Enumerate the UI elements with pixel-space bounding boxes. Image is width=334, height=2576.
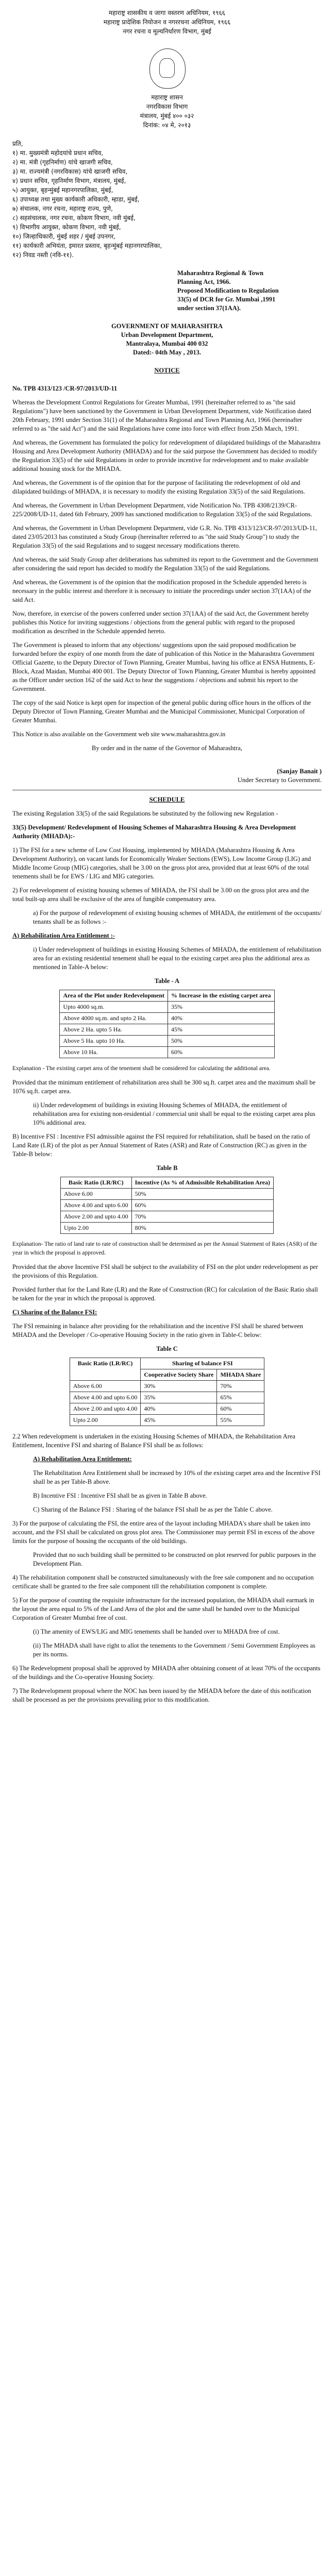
schedule-clause: 1) The FSI for a new scheme of Low Cost Housing, implemented by MHADA (Maharashtra Housing & Area Development Authority), on vacant lands for Economically Weaker Sections (EWS), Low Income Group (LIG) and Middle Income Group (MIG) categories, shall be 3.00 on the gross plot area, provided that at least 60% of the total tenements shall be for EWS / LIG and MIG categories.	[12, 846, 311, 880]
table-cell: Upto 2.00	[60, 1223, 131, 1234]
table-row	[60, 1047, 274, 1058]
schedule-clause: (ii) The MHADA shall have right to allot the tenements to the Government / Semi Government Employees as per its norms.	[33, 1642, 315, 1658]
header-line: महाराष्ट्र प्रादेशिक नियोजन व नगररचना अधिनियम, १९६६	[103, 19, 231, 26]
subheading-incentive: B) Incentive FSI : Incentive FSI admissible against the FSI required for rehabilitation, shall be based on the ratio of Land Rate (LR) of the plot as per Annual Statement of Rates (ASR) and Rate of Construction (RC) as given in the Table-B below:	[12, 1133, 310, 1158]
table-cell: 35%	[168, 1002, 275, 1013]
schedule-clause: C) Sharing of the Balance FSI : Sharing of the balance FSI shall be as per the Table C above.	[33, 1506, 273, 1513]
government-seal-emblem	[149, 48, 186, 89]
schedule-intro: The existing Regulation 33(5) of the said Regulations be substituted by the following new Regulation -	[12, 810, 278, 817]
table-row	[70, 1415, 264, 1426]
table-cell: Above 5 Ha. upto 10 Ha.	[60, 1036, 168, 1047]
table-cell: Above 4.00 and upto 6.00	[60, 1200, 131, 1211]
table-cell: Above 2.00 and upto 4.00	[70, 1403, 141, 1415]
schedule-clause: B) Incentive FSI : Incentive FSI shall be as given in Table B above.	[33, 1492, 207, 1499]
table-cell: 80%	[131, 1223, 273, 1234]
schedule-heading: 33(5) Development/ Redevelopment of Housing Schemes of Maharashtra Housing & Area Development Authority (MHADA):-	[12, 824, 296, 840]
schedule-clause: 7) The Redevelopment proposal where the NOC has been issued by the MHADA before the date of this notification shall be processed as per the provisions prevailing prior to this modification.	[12, 1687, 311, 1703]
table-header: Basic Ratio (LR/RC)	[60, 1177, 131, 1189]
schedule-clause: 6) The Redevelopment proposal shall be approved by MHADA after obtaining consent of at least 70% of the occupants of the buildings and the Co-operative Housing Society.	[12, 1665, 321, 1681]
table-cell: Upto 4000 sq.m.	[60, 1002, 168, 1013]
table-row	[60, 1036, 274, 1047]
notice-paragraph: Whereas the Development Control Regulations for Greater Mumbai, 1991 (hereinafter referred to as "the said Regulations") have been sanctioned by the Government in Urban Development Department, vide Notification dated 20th February, 1991 under Section 31(1) of the Maharashtra Regional and Town Planning Act, 1966 (hereinafter referred to as "the said Act") and the said Regulations have come into force with effect from 25th March, 1991.	[12, 399, 311, 432]
table-cell: Above 4000 sq.m. and upto 2 Ha.	[60, 1013, 168, 1024]
table-cell: 50%	[131, 1189, 273, 1200]
schedule-clause: ii) Under redevelopment of buildings in existing Housing Schemes of MHADA, the entitlement of rehabilitation area for existing non-residential / commercial unit shall be equal to the existing carpet area plus 10% additional area.	[33, 1101, 315, 1126]
subject-title	[177, 269, 322, 313]
addressee: ५) आयुक्त, बृहन्मुंबई महानगरपालिका, मुंबई,	[12, 187, 113, 194]
signatory-name: (Sanjay Banait )	[277, 768, 322, 775]
table-cell: 60%	[168, 1047, 275, 1058]
table-cell: Above 6.00	[70, 1381, 141, 1392]
gov-line: दिनांक: ०४ मे, २०१३	[143, 122, 191, 129]
gov-line: महाराष्ट्र शासन	[151, 94, 183, 101]
addressee: ८) सहसंचालक, नगर रचना, कोकण विभाग, नवी मुंबई,	[12, 214, 136, 222]
table-cell: 60%	[131, 1200, 273, 1211]
header-line: नगर रचना व मूल्यनिर्धारण विभाग, मुंबई	[123, 28, 211, 35]
table-row	[60, 1024, 274, 1036]
notice-paragraph: And whereas, the Government in Urban Development Department, vide G.R. No. TPB 4313/123/CR-97/2013/UD-11, dated 23/05/2013 has constituted a Study Group (hereinafter referred to as "the said Study Group") to study the Regulation 33(5) of the said Regulations and to suggest necessary modifications thereto.	[12, 524, 317, 549]
notice-paragraph: The Government is pleased to inform that any objections/ suggestions upon the said proposed modification be forwarded before the expiry of one month from the date of publication of this Notice in the Maharashtra Government Official Gazette, to the Deputy Director of Town Planning, Greater Mumbai, having his office at ENSA Hutments, E-Block, Azad Maidan, Mumbai 400 001. The Deputy Director of Town Planning, Greater Mumbai is hereby appointed as the Officer under section 162 of the said Act to hear the suggestions / objections and submit his report to the Government.	[12, 641, 316, 692]
addressee: ७) संचालक, नगर रचना, महाराष्ट्र राज्य, पुणे,	[12, 205, 113, 212]
subject-line: Proposed Modification to Regulation	[177, 287, 279, 294]
table-cell: 45%	[141, 1415, 217, 1426]
table-cell: Upto 2.00	[70, 1415, 141, 1426]
table-cell: 55%	[217, 1415, 264, 1426]
table-row	[60, 1013, 274, 1024]
schedule-clause: The Rehabilitation Area Entitlement shall be increased by 10% of the existing carpet area and the Incentive FSI shall be as per Table-B above.	[33, 1469, 321, 1485]
schedule-clause: 4) The rehabilitation component shall be constructed simultaneously with the free sale component and no occupation certificate shall be granted to the free sale component till the rehabilitation component is complete.	[12, 1574, 314, 1590]
gov-title: GOVERNMENT OF MAHARASHTRA	[111, 323, 223, 330]
table-row	[60, 1211, 273, 1223]
schedule-clause: The FSI remaining in balance after providing for the rehabilitation and the incentive FSI shall be shared between MHADA and the Developer / Co-operative Housing Society in the ratio given in Table-C below:	[12, 1323, 304, 1338]
proviso: Provided that the minimum entitlement of rehabilitation area shall be 300 sq.ft. carpet area and the maximum shall be 1076 sq.ft. carpet area.	[12, 1079, 316, 1095]
notice-paragraph: Now, therefore, in exercise of the powers conferred under section 37(1AA) of the said Act, the Government hereby publishes this Notice for inviting suggestions / objections from the general public with regard to the proposed modification as described in the Schedule appended hereto.	[12, 610, 309, 635]
notice-paragraph: And whereas, the Government has formulated the policy for redevelopment of dilapidated buildings of the Maharashtra Housing and Area Development Authority (MHADA) and for the said purpose the Government has decided to modify the Regulation 33(5) of the said Regulations in order to provide incentive for redevelopment and to make available additional housing stock for the MHADA.	[12, 439, 321, 472]
schedule-title: SCHEDULE	[149, 796, 185, 803]
table-title: Table B	[156, 1164, 178, 1172]
addressee: १०) जिल्हाधिकारी, मुंबई शहर / मुंबई उपनगर,	[12, 233, 116, 240]
signatory-title: Under Secretary to Government.	[237, 776, 322, 784]
subject-line: 33(5) of DCR for Gr. Mumbai ,1991	[177, 296, 276, 303]
schedule-clause: 2.2 When redevelopment is undertaken in the existing Housing Schemes of MHADA, the Rehabilitation Area Entitlement, Incentive FSI and sharing of Balance FSI shall be as follows:	[12, 1433, 295, 1449]
table-row	[70, 1381, 264, 1392]
notice-heading: NOTICE	[154, 367, 180, 374]
subject-line: Planning Act, 1966.	[177, 278, 231, 285]
schedule-clause: 3) For the purpose of calculating the FSI, the entire area of the layout including MHADA's share shall be taken into account, and the FSI shall be calculated on gross plot area. The Commissioner may permit FSI in excess of the above limits for the purpose of housing the occupants of the old buildings.	[12, 1520, 315, 1545]
addressee: ९) विभागीय आयुक्त, कोकण विभाग, नवी मुंबई,	[12, 224, 121, 231]
table-cell: 70%	[131, 1211, 273, 1223]
table-cell: Above 10 Ha.	[60, 1047, 168, 1058]
table-cell: 70%	[217, 1381, 264, 1392]
date: Dated:- 04th May , 2013.	[133, 349, 201, 356]
table-cell: 40%	[141, 1403, 217, 1415]
gov-line: नगरविकास विभाग	[146, 103, 188, 110]
notice-paragraph: The copy of the said Notice is kept open for inspection of the general public during office hours in the offices of the Deputy Director of Town Planning, Greater Mumbai and the Municipal Commissioner, Municipal Corporation of Greater Mumbai.	[12, 699, 311, 724]
table-cell: Above 6.00	[60, 1189, 131, 1200]
schedule-clause: 2) For redevelopment of existing housing schemes of MHADA, the FSI shall be 3.00 on the gross plot area and the total built-up area shall be exclusive of the area of fungible compensatory area.	[12, 887, 309, 903]
signature-block	[12, 767, 322, 785]
notice-paragraph: And whereas, the Government in Urban Development Department, vide Notification No. TPB 4308/2139/CR-225/2008/UD-11, dated 6th February, 2009 has sanctioned modification to Regulation 33(5) of the said Regulations.	[12, 502, 312, 518]
table-c	[70, 1358, 265, 1426]
table-cell: 45%	[168, 1024, 275, 1036]
table-cell: 65%	[217, 1392, 264, 1403]
header-line: महाराष्ट्र शासकीय व जागा वस्तरण अधिनियम, १९६६	[109, 9, 225, 16]
subject-line: under section 37(1AA).	[177, 304, 241, 312]
table-subheader: MHADA Share	[217, 1369, 264, 1381]
table-note: Explanation - The existing carpet area of the tenement shall be considered for calculating the additional area.	[12, 1065, 271, 1072]
addressee: ६) उपाध्यक्ष तथा मुख्य कार्यकारी अधिकारी, म्हाडा, मुंबई,	[12, 196, 140, 203]
table-header: Sharing of balance FSI	[141, 1358, 264, 1369]
proviso: Provided that no such building shall be permitted to be constructed on plot reserved for public purposes in the Development Plan.	[33, 1551, 316, 1567]
proviso: Provided further that for the Land Rate (LR) and the Rate of Construction (RC) for calculation of the Basic Ratio shall be taken for the year in which the proposal is approved.	[12, 1286, 318, 1302]
marathi-gov-block	[12, 93, 322, 130]
schedule-clause: i) Under redevelopment of buildings in existing Housing Schemes of MHADA, the entitlement of rehabilitation area for an existing residential tenement shall be equal to the existing carpet area plus the additional area as mentioned in Table-A below:	[33, 946, 322, 971]
table-cell: 35%	[141, 1392, 217, 1403]
addressee: ४) प्रधान सचिव, गृहनिर्माण विभाग, मंत्रालय, मुंबई,	[12, 177, 126, 184]
notice-paragraph: This Notice is also available on the Government web site www.maharashtra.gov.in	[12, 731, 226, 738]
table-cell: 30%	[141, 1381, 217, 1392]
table-title: Table C	[156, 1345, 178, 1352]
table-header: Basic Ratio (LR/RC)	[70, 1358, 141, 1381]
table-row	[70, 1392, 264, 1403]
table-row	[60, 1189, 273, 1200]
table-note: Explanation- The ratio of land rate to rate of construction shall be determined as per the Annual Statement of Rates (ASR) of the year in which the proposal is approved.	[12, 1241, 318, 1256]
notice-paragraph: And whereas, the Government is of the opinion that for the purpose of facilitating the redevelopment of old and dilapidated buildings of MHADA, it is necessary to modify the existing Regulation 33(5) of the said Regulations.	[12, 479, 305, 495]
table-header: Area of the Plot under Redevelopment	[60, 990, 168, 1002]
marathi-header	[12, 8, 322, 36]
document-body	[12, 8, 322, 1709]
government-block	[12, 322, 322, 357]
order-line: By order and in the name of the Governor of Maharashtra,	[92, 744, 242, 752]
addressee: ११) कार्यकारी अभियंता, इमारत प्रस्ताव, बृहन्मुंबई महानगरपालिका,	[12, 242, 162, 249]
addressee: प्रति,	[12, 140, 23, 147]
table-cell: 50%	[168, 1036, 275, 1047]
table-row	[60, 1002, 274, 1013]
address: Mantralaya, Mumbai 400 032	[126, 340, 208, 347]
table-title: Table - A	[154, 977, 180, 985]
notice-paragraph: And whereas, the said Study Group after deliberations has submitted its report to the Government and the Government after considering the said report has decided to modify the Regulation 33(5) of the said Regulations.	[12, 556, 319, 572]
schedule-clause: (i) The amenity of EWS/LIG and MIG tenements shall be handed over to MHADA free of cost.	[33, 1628, 280, 1635]
addressee: २) मा. मंत्री (गृहनिर्माण) यांचे खाजगी सचिव,	[12, 159, 113, 166]
table-row	[70, 1403, 264, 1415]
addressee: ३) मा. राज्यमंत्री (नगरविकास) यांचे खाजगी सचिव,	[12, 168, 128, 175]
table-header: % Increase in the existing carpet area	[168, 990, 275, 1002]
addressee: १२) निवड नस्ती (नवि-११).	[12, 251, 74, 259]
proviso: Provided that the above Incentive FSI shall be subject to the availability of FSI on the plot under redevelopment as per the provisions of this Regulation.	[12, 1263, 318, 1279]
table-row	[60, 1200, 273, 1211]
schedule-clause: 5) For the purpose of counting the requisite infrastructure for the increased population, the MHADA shall earmark in the layout the area equal to 5% of the Land Area of the plot and the same shall be handed over to the Municipal Corporation of Greater Mumbai free of cost.	[12, 1597, 314, 1621]
notice-paragraph: And whereas, the Government is of the opinion that the modification proposed in the Schedule appended hereto is necessary in the public interest and therefore it is necessary to initiate the proceedings under section 37(1AA) of the said Act.	[12, 579, 311, 603]
schedule-clause: a) For the purpose of redevelopment of existing housing schemes of MHADA, the entitlement of the occupants/ tenants shall be as follows :-	[33, 909, 322, 925]
table-cell: 40%	[168, 1013, 275, 1024]
notice-number: No. TPB 4313/123 /CR-97/2013/UD-11	[12, 385, 118, 392]
subheading: A) Rehabilitation Area Entitlement:	[33, 1455, 132, 1463]
table-cell: Above 4.00 and upto 6.00	[70, 1392, 141, 1403]
subheading: A) Rehabilitation Area Entitlement :-	[12, 932, 115, 939]
table-header: Incentive (As % of Admissible Rehabilitation Area)	[131, 1177, 273, 1189]
subheading: C) Sharing of the Balance FSI:	[12, 1309, 97, 1316]
subject-line: Maharashtra Regional & Town	[177, 269, 264, 277]
department: Urban Development Department,	[121, 331, 213, 338]
table-cell: Above 2 Ha. upto 5 Ha.	[60, 1024, 168, 1036]
table-subheader: Cooperative Society Share	[141, 1369, 217, 1381]
table-row	[60, 1223, 273, 1234]
table-a	[59, 990, 274, 1058]
table-cell: 60%	[217, 1403, 264, 1415]
gov-line: मंत्रालय, मुंबई ४०० ०३२	[140, 112, 194, 120]
table-b	[60, 1177, 274, 1234]
addressee: १) मा. मुख्यमंत्री महोदयांचे प्रधान सचिव,	[12, 149, 104, 157]
addressee-list	[12, 139, 322, 260]
table-cell: Above 2.00 and upto 4.00	[60, 1211, 131, 1223]
